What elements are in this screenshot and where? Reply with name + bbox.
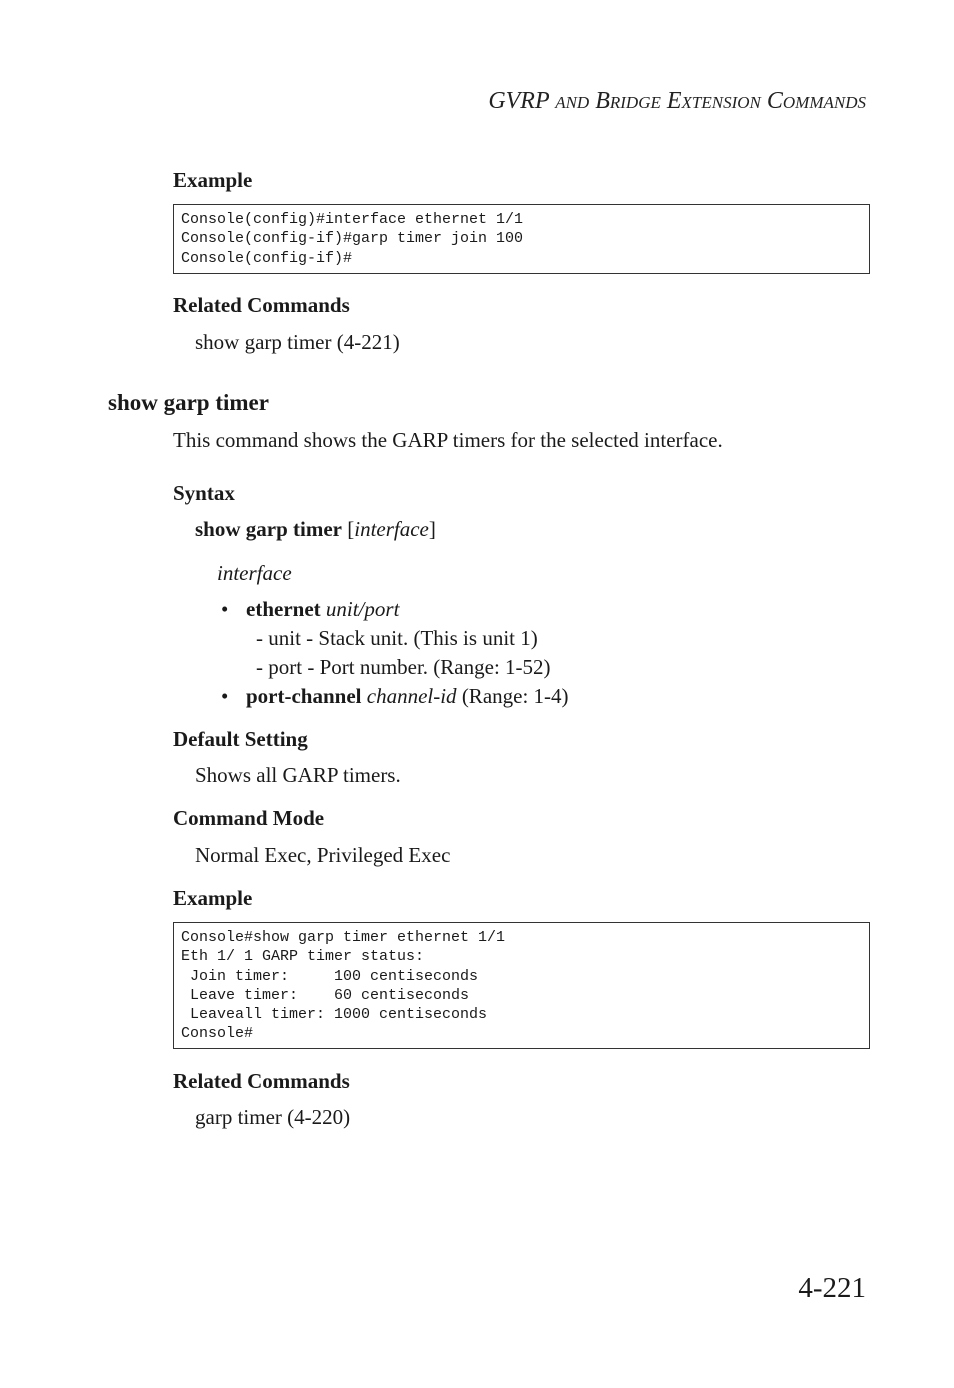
- page-number: 4-221: [798, 1272, 866, 1304]
- code-block-example2: Console#show garp timer ethernet 1/1 Eth 1/ 1 GARP timer status: Join timer: 100 centiseconds Leave timer: 60 centiseconds Leaveall timer: 1000 centiseconds Console#: [173, 922, 870, 1049]
- header-text: B: [595, 88, 610, 114]
- related-commands-heading: Related Commands: [173, 1069, 350, 1093]
- default-setting-heading: Default Setting: [173, 727, 308, 751]
- header-text: OMMANDS: [782, 93, 866, 112]
- syntax-bracket: [: [341, 517, 355, 541]
- related-command-link[interactable]: garp timer (4-220): [195, 1105, 351, 1129]
- section-title: show garp timer: [108, 390, 269, 415]
- example-heading: Example: [173, 886, 253, 910]
- bullet-ethernet: [246, 597, 399, 622]
- related-commands-heading: Related Commands: [173, 293, 350, 317]
- header-text: AND: [555, 93, 590, 112]
- bullet-command: ethernet: [246, 597, 321, 621]
- related-command-link[interactable]: show garp timer (4-221): [195, 330, 400, 354]
- sub-item-unit: - unit - Stack unit. (This is unit 1): [256, 626, 538, 650]
- code-block-example1: Console(config)#interface ethernet 1/1 Console(config-if)#garp timer join 100 Console(config-if)#: [173, 204, 870, 274]
- bullet-range: (Range: 1-4): [456, 684, 569, 708]
- syntax-param: interface: [354, 517, 429, 541]
- default-setting-text: Shows all GARP timers.: [195, 763, 401, 787]
- sub-item-port: - port - Port number. (Range: 1-52): [256, 655, 551, 679]
- running-header: [488, 88, 866, 115]
- bullet-command: port-channel: [246, 684, 362, 708]
- bullet-arg: channel-id: [366, 684, 457, 708]
- header-text: GVRP: [488, 88, 550, 114]
- bullet-port-channel: [246, 684, 569, 709]
- example-heading: Example: [173, 168, 253, 192]
- section-description: This command shows the GARP timers for the selected interface.: [173, 428, 723, 452]
- header-text: E: [666, 88, 682, 114]
- command-mode-heading: Command Mode: [173, 806, 325, 830]
- syntax-bracket: ]: [428, 517, 436, 541]
- syntax-line: [195, 517, 436, 542]
- command-mode-text: Normal Exec, Privileged Exec: [195, 843, 451, 867]
- header-text: C: [766, 88, 783, 114]
- header-text: RIDGE: [609, 93, 661, 112]
- param-label: interface: [217, 561, 292, 585]
- header-text: XTENSION: [681, 93, 761, 112]
- syntax-command: show garp timer: [195, 517, 342, 541]
- bullet-arg: unit/port: [325, 597, 400, 621]
- syntax-heading: Syntax: [173, 481, 235, 505]
